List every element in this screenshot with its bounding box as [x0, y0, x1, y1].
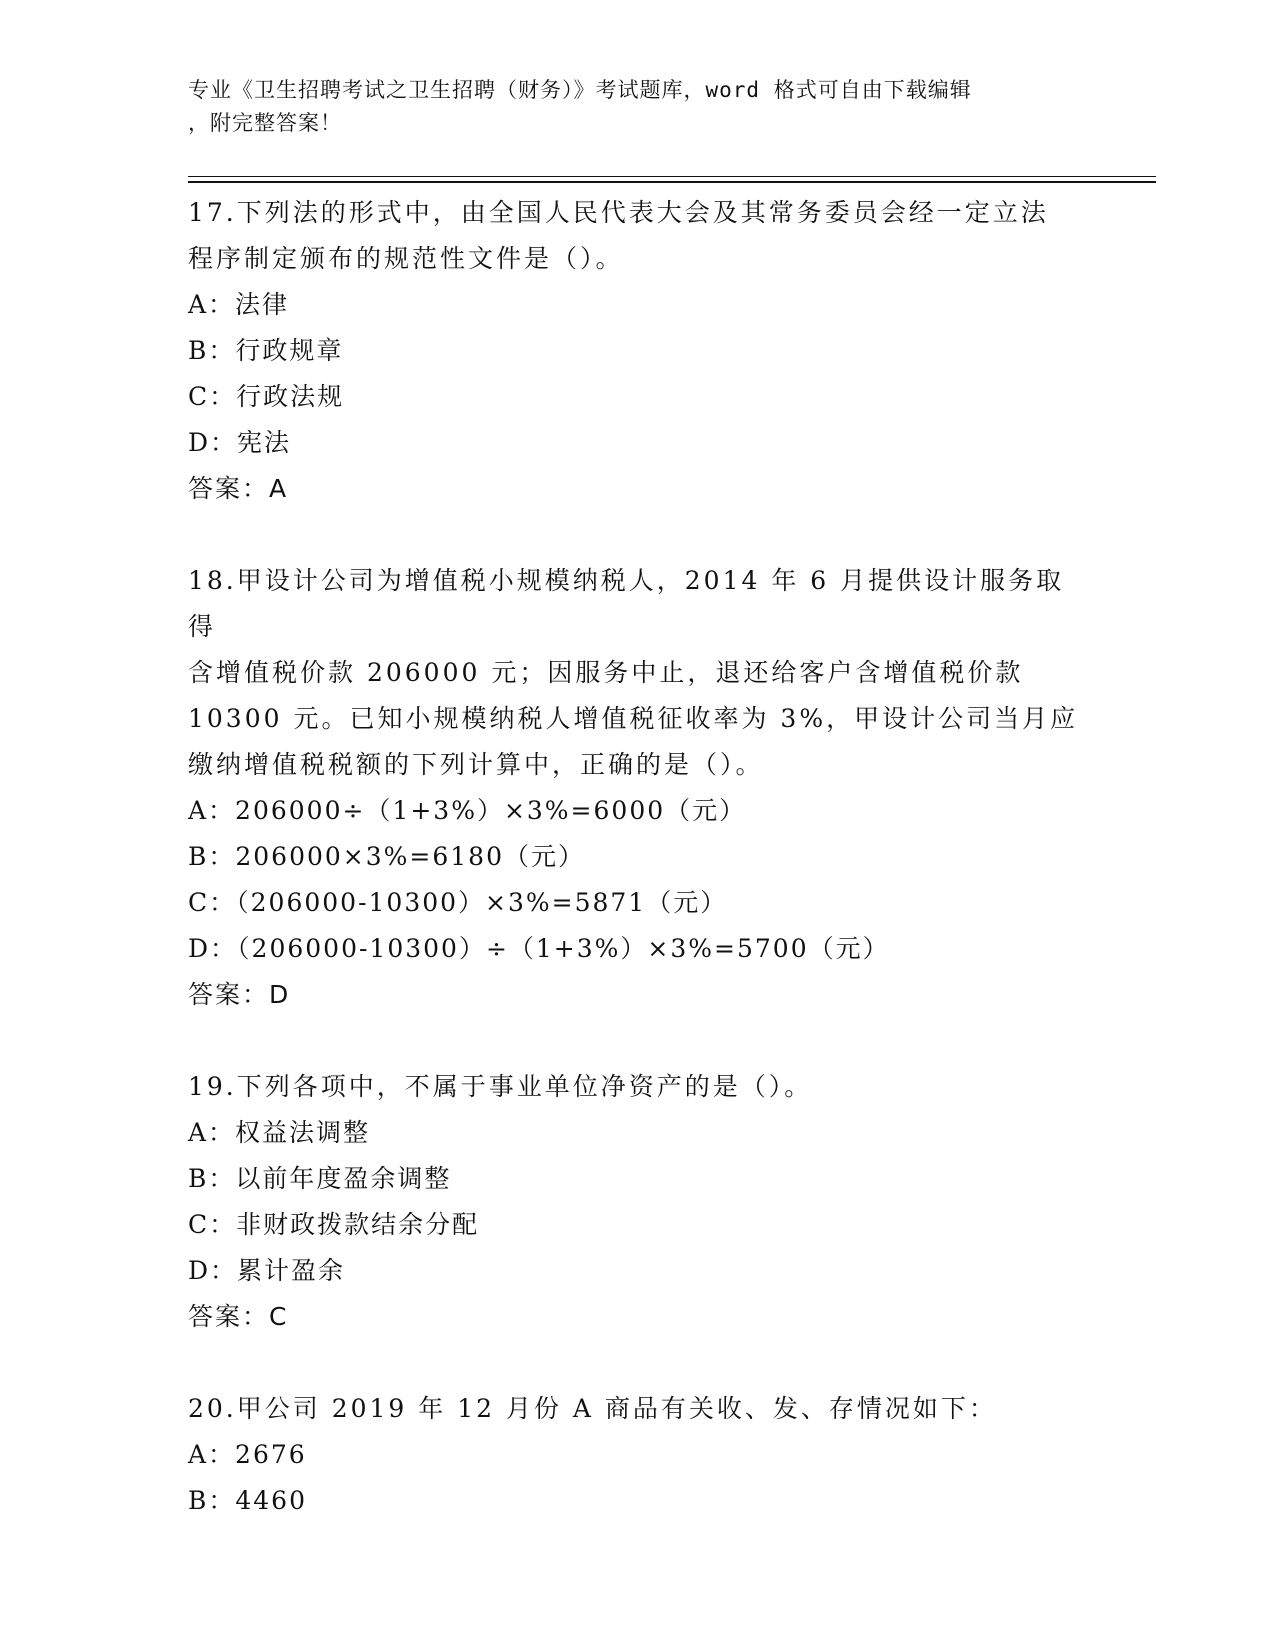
option-a: A：206000÷（1+3%）×3%=6000（元） [188, 796, 747, 825]
option-b: B：以前年度盈余调整 [188, 1164, 452, 1193]
header-divider-thick [188, 181, 1156, 183]
question-20 [188, 1386, 1088, 1524]
stem-line: 缴纳增值税税额的下列计算中，正确的是（）。 [188, 750, 764, 779]
answer-label: 答案：A [188, 474, 289, 503]
stem-line: 10300 元。已知小规模纳税人增值税征收率为 3%，甲设计公司当月应 [188, 704, 1079, 733]
option-d: D：宪法 [188, 428, 292, 457]
question-18 [188, 558, 1088, 1018]
question-19 [188, 1064, 1088, 1340]
stem-line: 19.下列各项中，不属于事业单位净资产的是（）。 [188, 1072, 813, 1101]
stem-line: 含增值税价款 206000 元；因服务中止，退还给客户含增值税价款 [188, 658, 1024, 687]
option-b: B：行政规章 [188, 336, 344, 365]
option-a: A：权益法调整 [188, 1118, 371, 1147]
question-stem [188, 1064, 1088, 1110]
stem-line: 程序制定颁布的规范性文件是（）。 [188, 244, 624, 273]
option-d: D：（206000-10300）÷（1+3%）×3%=5700（元） [188, 934, 890, 963]
document-header [188, 74, 1068, 140]
question-17 [188, 190, 1088, 512]
answer-label: 答案：D [188, 980, 291, 1009]
stem-line: 20.甲公司 2019 年 12 月份 A 商品有关收、发、存情况如下： [188, 1394, 997, 1423]
option-b: B：206000×3%=6180（元） [188, 842, 585, 871]
header-divider-thin [188, 176, 1156, 177]
question-stem [188, 558, 1088, 788]
option-c: C：行政法规 [188, 382, 345, 411]
question-list [188, 190, 1088, 1524]
stem-line: 18.甲设计公司为增值税小规模纳税人，2014 年 6 月提供设计服务取得 [188, 566, 1065, 641]
option-c: C：（206000-10300）×3%=5871（元） [188, 888, 728, 917]
spacer [188, 1340, 1088, 1386]
option-a: A：法律 [188, 290, 290, 319]
option-b: B：4460 [188, 1486, 307, 1515]
answer-label: 答案：C [188, 1302, 289, 1331]
spacer [188, 512, 1088, 558]
stem-line: 17.下列法的形式中，由全国人民代表大会及其常务委员会经一定立法 [188, 198, 1049, 227]
header-line-1: 专业《卫生招聘考试之卫生招聘（财务）》考试题库，word 格式可自由下载编辑 [188, 78, 972, 102]
option-a: A：2676 [188, 1440, 307, 1469]
option-c: C：非财政拨款结余分配 [188, 1210, 480, 1239]
header-line-2: ，附完整答案！ [188, 111, 342, 135]
question-stem [188, 1386, 1088, 1432]
option-d: D：累计盈余 [188, 1256, 346, 1285]
spacer [188, 1018, 1088, 1064]
question-stem [188, 190, 1088, 282]
